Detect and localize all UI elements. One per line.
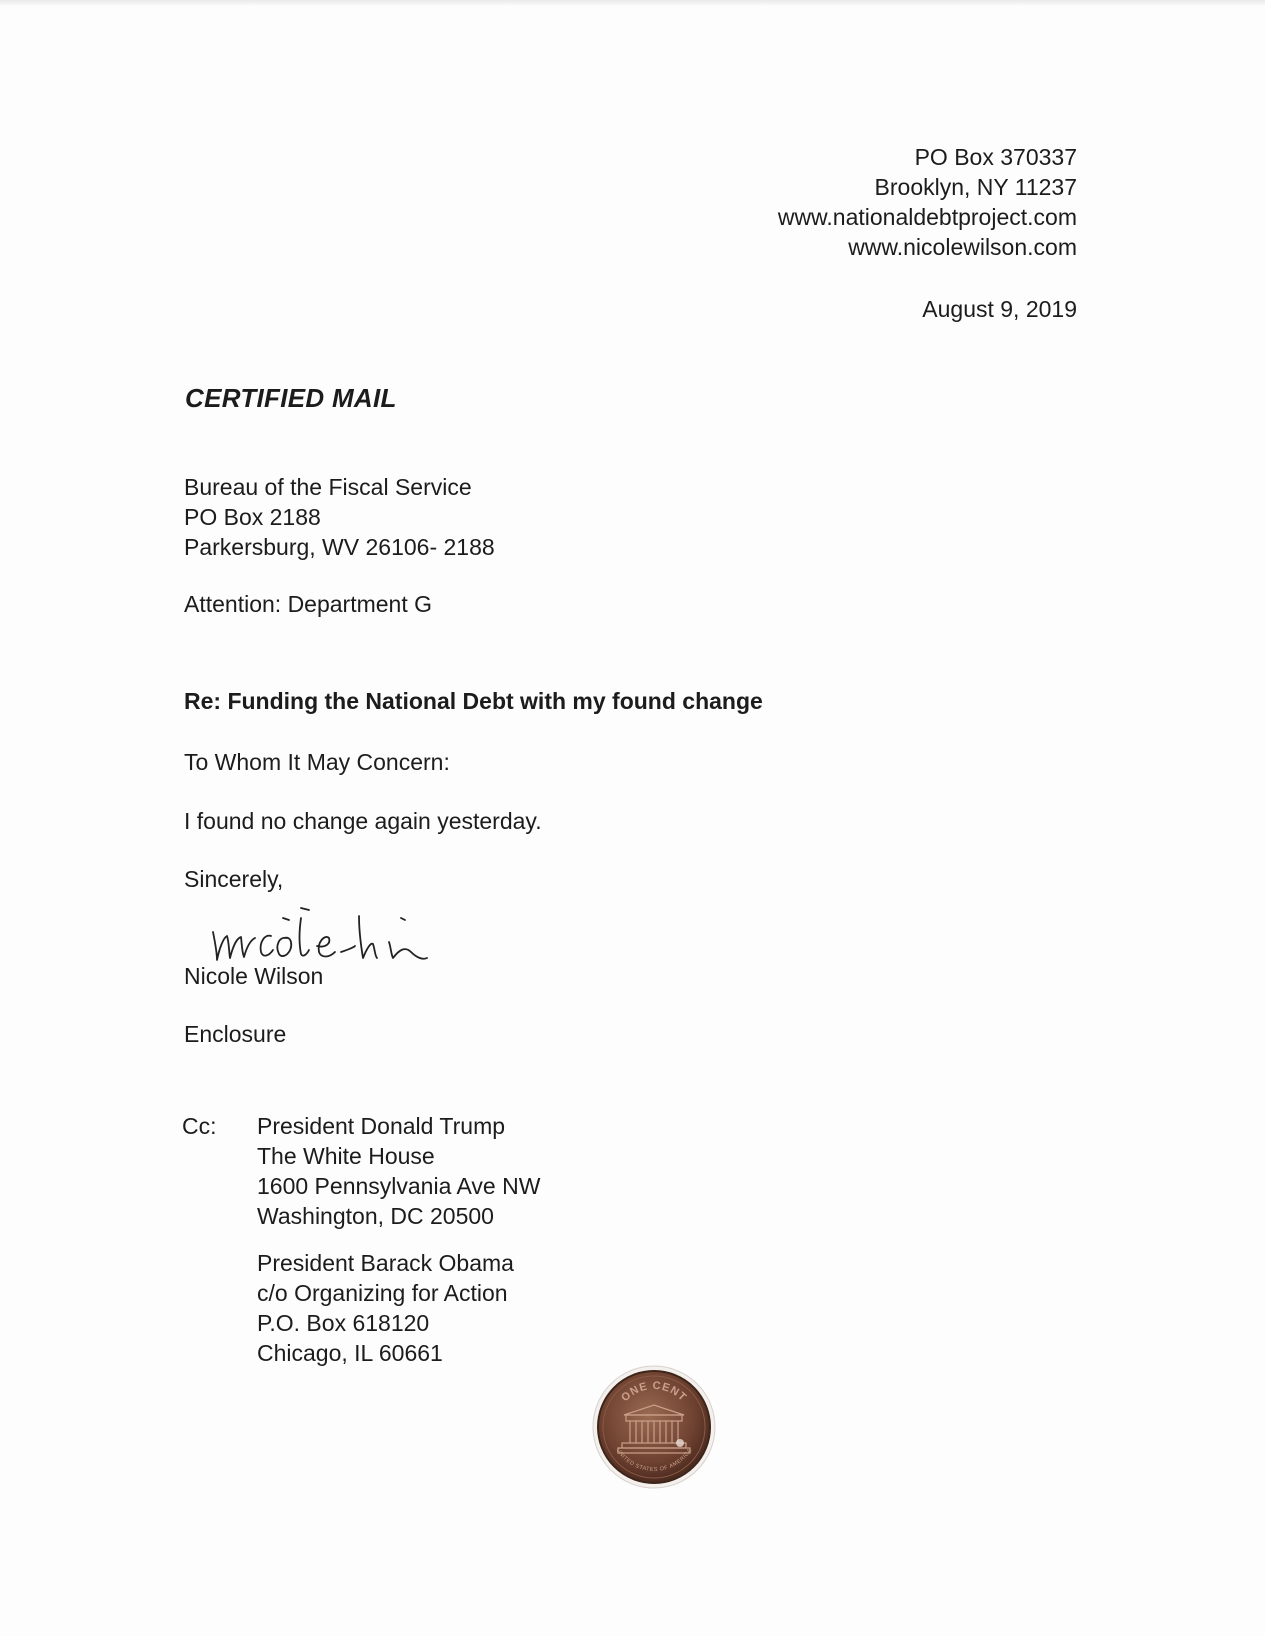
closing: Sincerely, bbox=[184, 866, 284, 892]
cc-2-line-3: P.O. Box 618120 bbox=[257, 1310, 430, 1336]
sender-website-2: www.nicolewilson.com bbox=[848, 234, 1077, 260]
cc-2-line-2: c/o Organizing for Action bbox=[257, 1280, 508, 1306]
scan-edge bbox=[0, 0, 1265, 6]
coin-bottom-text: UNITED STATES OF AMERICA bbox=[614, 1447, 694, 1474]
cc-1-line-1: President Donald Trump bbox=[257, 1113, 506, 1139]
salutation: To Whom It May Concern: bbox=[184, 749, 450, 775]
cc-1-line-4: Washington, DC 20500 bbox=[257, 1203, 494, 1229]
cc-1-line-3: 1600 Pennsylvania Ave NW bbox=[257, 1173, 541, 1199]
sender-address bbox=[778, 142, 1077, 262]
recipient-city: Parkersburg, WV 26106- 2188 bbox=[184, 534, 495, 560]
sender-po-box: PO Box 370337 bbox=[914, 144, 1077, 170]
cc-1-line-2: The White House bbox=[257, 1143, 435, 1169]
coin-top-text: ONE CENT bbox=[619, 1379, 689, 1405]
cc-recipient-2 bbox=[257, 1248, 514, 1368]
cc-label: Cc: bbox=[182, 1113, 217, 1139]
attention-line: Attention: Department G bbox=[184, 591, 433, 617]
sender-city: Brooklyn, NY 11237 bbox=[874, 174, 1077, 200]
recipient-address bbox=[184, 472, 495, 562]
cc-recipient-1 bbox=[257, 1111, 540, 1231]
penny-coin-image bbox=[590, 1363, 718, 1491]
cc-2-line-4: Chicago, IL 60661 bbox=[257, 1340, 443, 1366]
cc-2-line-1: President Barack Obama bbox=[257, 1250, 514, 1276]
recipient-po-box: PO Box 2188 bbox=[184, 504, 321, 530]
certified-mail-heading: CERTIFIED MAIL bbox=[185, 383, 397, 413]
subject-line: Re: Funding the National Debt with my found change bbox=[184, 688, 763, 714]
letter-date: August 9, 2019 bbox=[922, 296, 1077, 322]
letter-body: I found no change again yesterday. bbox=[184, 808, 542, 834]
enclosure-note: Enclosure bbox=[184, 1021, 287, 1047]
sender-website-1: www.nationaldebtproject.com bbox=[777, 204, 1077, 230]
signer-name: Nicole Wilson bbox=[184, 963, 324, 989]
recipient-name: Bureau of the Fiscal Service bbox=[184, 474, 472, 500]
